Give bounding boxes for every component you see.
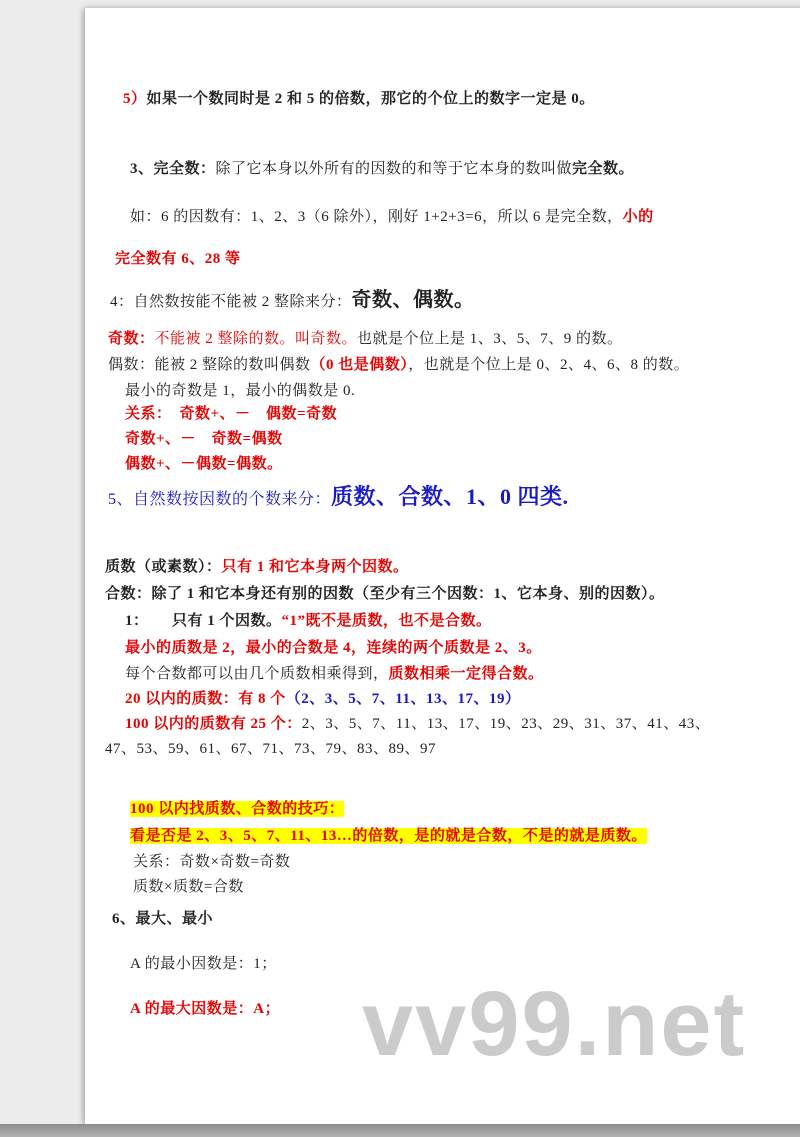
highlighted-text: 100 以内找质数、合数的技巧：: [130, 801, 345, 817]
composite-from-primes: [125, 663, 800, 685]
relation-odd-times-odd: [133, 851, 800, 873]
text-run: 质数、合数、1、0 四类.: [331, 484, 569, 509]
perfect-number-example: [130, 206, 800, 228]
text-run: 如果一个数同时是 2 和 5 的倍数，那它的个位上的数字一定是 0。: [146, 91, 595, 107]
primes-within-100-cont: [105, 738, 800, 760]
item-number: 5）: [123, 91, 147, 107]
text-run: A 的最小因数是：1；: [130, 956, 277, 972]
text-run: 偶数：能被 2 整除的数叫偶数: [108, 357, 311, 373]
text-run: 1： 只有 1 个因数。: [125, 613, 282, 629]
document-page: [85, 8, 800, 1124]
prime-definition: [105, 556, 800, 578]
text-run: 47、53、59、61、67、71、73、79、83、89、97: [105, 741, 437, 757]
section-heading: 6、最大、最小: [112, 911, 214, 927]
text-run: 完全数有 6、28 等: [115, 251, 241, 267]
classification-by-divisible-by-2: [110, 287, 800, 315]
text-run: 5、自然数按因数的个数来分：: [108, 491, 332, 508]
smallest-factor-of-a: [130, 953, 800, 975]
text-run: 3、完全数：: [130, 161, 216, 177]
primes-within-100: [125, 713, 800, 735]
watermark: vv99.net: [362, 973, 747, 1075]
text-run: “1”既不是质数，也不是合数。: [281, 613, 492, 629]
text-run: 每个合数都可以由几个质数相乘得到，: [125, 666, 389, 682]
text-run: 完全数。: [572, 161, 635, 177]
text-run: （0 也是偶数）: [310, 357, 409, 373]
text-run: 如：6 的因数有：1、2、3（6 除外），刚好 1+2+3=6，所以 6 是完全数，: [130, 209, 623, 225]
text-run: 质数×质数=合数: [133, 879, 244, 895]
text-run: 100 以内的质数有 25 个：: [125, 716, 302, 732]
text-run: （2、3、5、7、11、13、17、19）: [285, 691, 521, 707]
text-run: 除了 1 和它本身还有别的因数（至少有三个因数：1、它本身、别的因数）。: [151, 586, 665, 602]
one-is-neither: [125, 610, 800, 632]
text-run: 20 以内的质数：有 8 个: [125, 691, 286, 707]
relation-prime-times-prime: [133, 876, 800, 898]
smallest-odd-even: [125, 380, 800, 402]
bottom-bar: [0, 1124, 800, 1137]
note-multiples-of-2-and-5: [123, 88, 800, 110]
composite-definition: [105, 583, 800, 605]
text-run: 合数：: [105, 586, 152, 602]
highlighted-text: 看是否是 2、3、5、7、11、13…的倍数，是的就是合数，不是的就是质数。: [130, 828, 647, 844]
text-run: 最小的奇数是 1，最小的偶数是 0.: [125, 383, 356, 399]
text-run: 不能被 2 整除的数。叫奇数。: [154, 331, 358, 347]
text-run: 偶数+、－偶数=偶数。: [125, 456, 283, 472]
text-run: 质数相乘一定得合数。: [388, 666, 544, 682]
text-run: ，也就是个位上是 0、2、4、6、8 的数。: [408, 357, 690, 373]
largest-factor-of-a: [130, 998, 800, 1020]
perfect-number-example-cont: [115, 248, 800, 270]
relation-odd-plus-odd: [125, 428, 800, 450]
text-run: 4：自然数按能不能被 2 整除来分：: [110, 294, 352, 310]
primes-within-20: [125, 688, 800, 710]
text-run: 2、3、5、7、11、13、17、19、23、29、31、37、41、43、: [301, 716, 711, 732]
perfect-number-definition: [130, 158, 800, 180]
text-run: 质数（或素数）：: [105, 559, 222, 575]
relation-even-plus-even: [125, 453, 800, 475]
relation-odd-plus-even: [125, 403, 800, 425]
text-run: 只有 1 和它本身两个因数。: [221, 559, 409, 575]
text-run: 最小的质数是 2，最小的合数是 4，连续的两个质数是 2、3。: [125, 640, 542, 656]
text-run: 除了它本身以外所有的因数的和等于它本身的数叫做: [215, 161, 573, 177]
section-max-min: [112, 908, 800, 930]
tip-body: [130, 825, 800, 847]
text-run: 小的: [622, 209, 654, 225]
text-run: 奇数、偶数。: [351, 289, 475, 311]
text-run: A 的最大因数是：A；: [130, 1001, 281, 1017]
odd-number-definition: [108, 328, 800, 350]
text-run: 关系： 奇数+、－ 偶数=奇数: [125, 406, 338, 422]
text-run: 关系：奇数×奇数=奇数: [133, 854, 291, 870]
smallest-prime-composite: [125, 637, 800, 659]
tip-title: [130, 798, 800, 820]
text-run: 奇数+、－ 奇数=偶数: [125, 431, 283, 447]
text-run: 奇数：: [108, 331, 155, 347]
classification-by-factor-count: [108, 483, 800, 514]
text-run: 也就是个位上是 1、3、5、7、9 的数。: [357, 331, 623, 347]
even-number-definition: [108, 354, 800, 376]
